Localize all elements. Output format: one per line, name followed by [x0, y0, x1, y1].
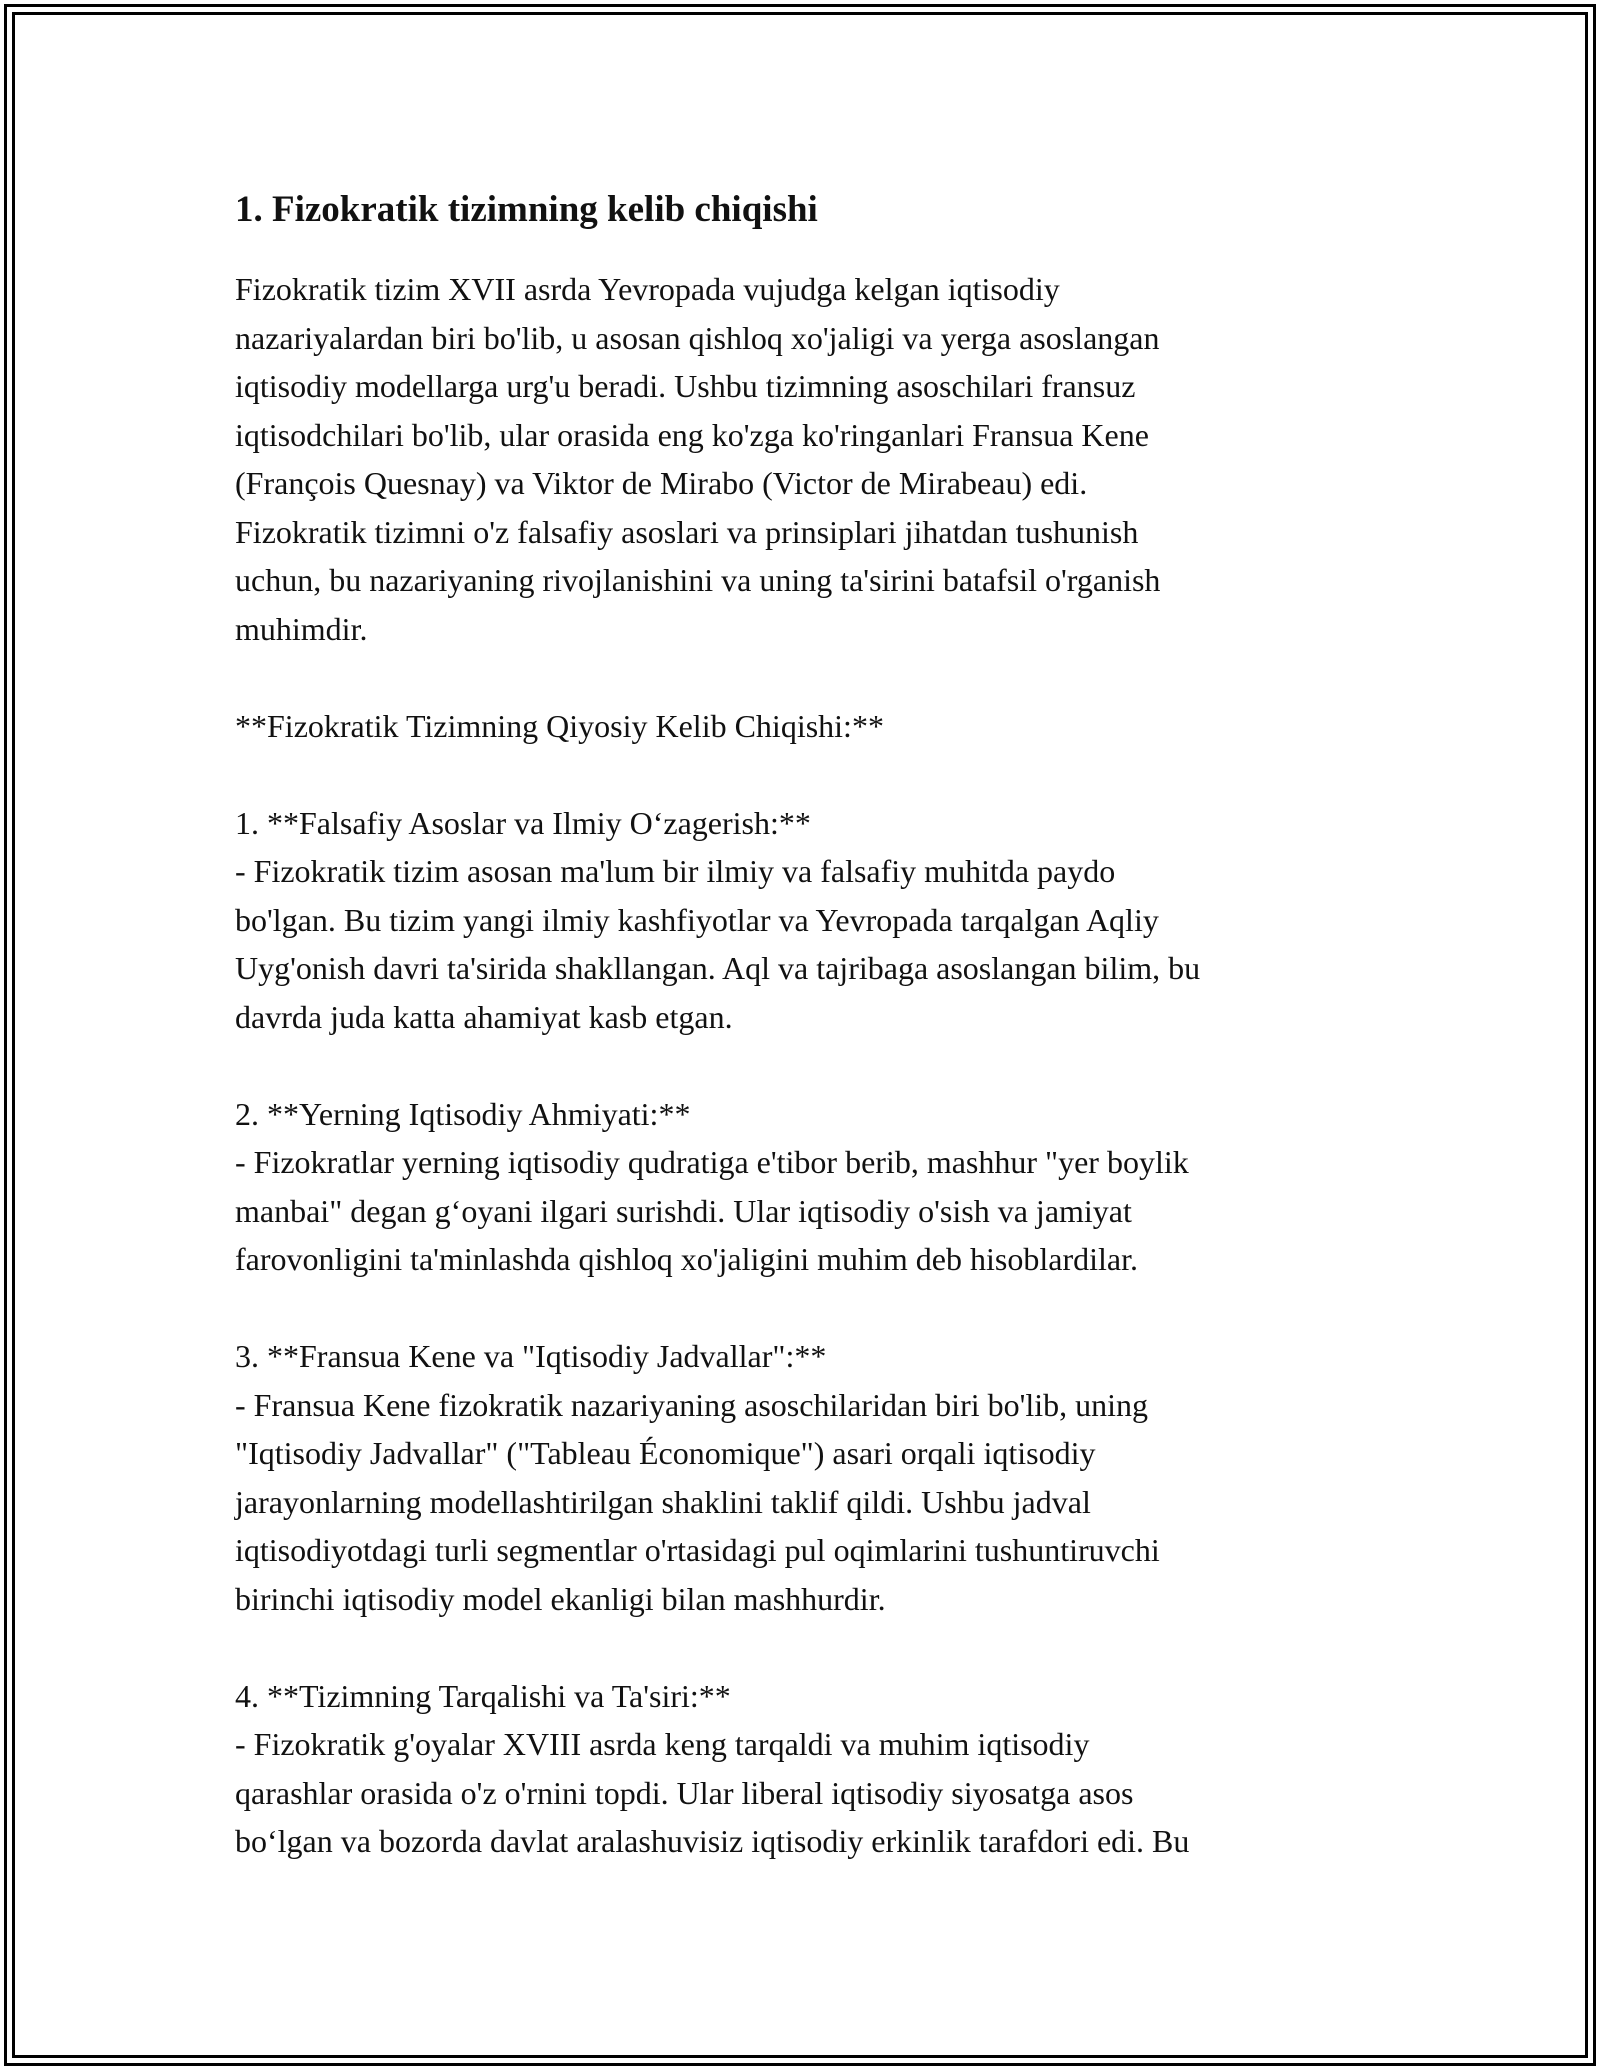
- section-2: [235, 1090, 1365, 1284]
- section-heading: 1. **Falsafiy Asoslar va Ilmiy O‘zagerish:**: [235, 804, 811, 841]
- section-body: - Fransua Kene fizokratik nazariyaning asoschilaridan biri bo'lib, uning "Iqtisodiy Jadvallar" ("Tableau Économique") asari orqali iqtisodiy jarayonlarning modellashtirilgan shaklini taklif qildi. Ushbu jadval iqtisodiyotdagi turli segmentlar o'rtasidagi pul oqimlarini tushuntiruvchi birinchi iqtisodiy model ekanligi bilan mashhurdir.: [235, 1386, 1160, 1617]
- section-4: [235, 1672, 1365, 1866]
- document-title: 1. Fizokratik tizimning kelib chiqishi: [235, 189, 818, 230]
- section-heading: 4. **Tizimning Tarqalishi va Ta'siri:**: [235, 1677, 731, 1714]
- section-heading: 2. **Yerning Iqtisodiy Ahmiyati:**: [235, 1095, 691, 1132]
- paragraph-spacer: [235, 1623, 1365, 1672]
- paragraph-spacer: [235, 1284, 1365, 1333]
- section-body: - Fizokratik tizim asosan ma'lum bir ilmiy va falsafiy muhitda paydo bo'lgan. Bu tizim yangi ilmiy kashfiyotlar va Yevropada tarqalgan Aqliy Uyg'onish davri ta'sirida shakllangan. Aql va tajribaga asoslangan bilim, bu davrda juda katta ahamiyat kasb etgan.: [235, 853, 1201, 1035]
- intro-paragraph: Fizokratik tizim XVII asrda Yevropada vujudga kelgan iqtisodiy nazariyalardan biri bo'lib, u asosan qishloq xo'jaligi va yerga asoslangan iqtisodiy modellarga urg'u beradi. Ushbu tizimning asoschilari fransuz iqtisodchilari bo'lib, ular orasida eng ko'zga ko'ringanlari Fransua Kene (François Quesnay) va Viktor de Mirabo (Victor de Mirabeau) edi. Fizokratik tizimni o'z falsafiy asoslari va prinsiplari jihatdan tushunish uchun, bu nazariyaning rivojlanishini va uning ta'sirini batafsil o'rganish muhimdir.: [235, 271, 1161, 647]
- subheading: **Fizokratik Tizimning Qiyosiy Kelib Chiqishi:**: [235, 707, 884, 744]
- section-body: - Fizokratik g'oyalar XVIII asrda keng tarqaldi va muhim iqtisodiy qarashlar orasida o'z o'rnini topdi. Ular liberal iqtisodiy siyosatga asos bo‘lgan va bozorda davlat aralashuvisiz iqtisodiy erkinlik tarafdori edi. Bu: [235, 1726, 1190, 1859]
- section-heading: 3. **Fransua Kene va "Iqtisodiy Jadvallar":**: [235, 1338, 827, 1374]
- document-body: [235, 185, 1365, 1866]
- section-1: [235, 799, 1365, 1042]
- paragraph-spacer: [235, 1041, 1365, 1090]
- paragraph-spacer: [235, 750, 1365, 799]
- paragraph-spacer: [235, 653, 1365, 702]
- section-body: - Fizokratlar yerning iqtisodiy qudratiga e'tibor berib, mashhur "yer boylik manbai" degan g‘oyani ilgari surishdi. Ular iqtisodiy o'sish va jamiyat farovonligini ta'minlashda qishloq xo'jaligini muhim deb hisoblardilar.: [235, 1144, 1189, 1277]
- section-3: [235, 1332, 1365, 1623]
